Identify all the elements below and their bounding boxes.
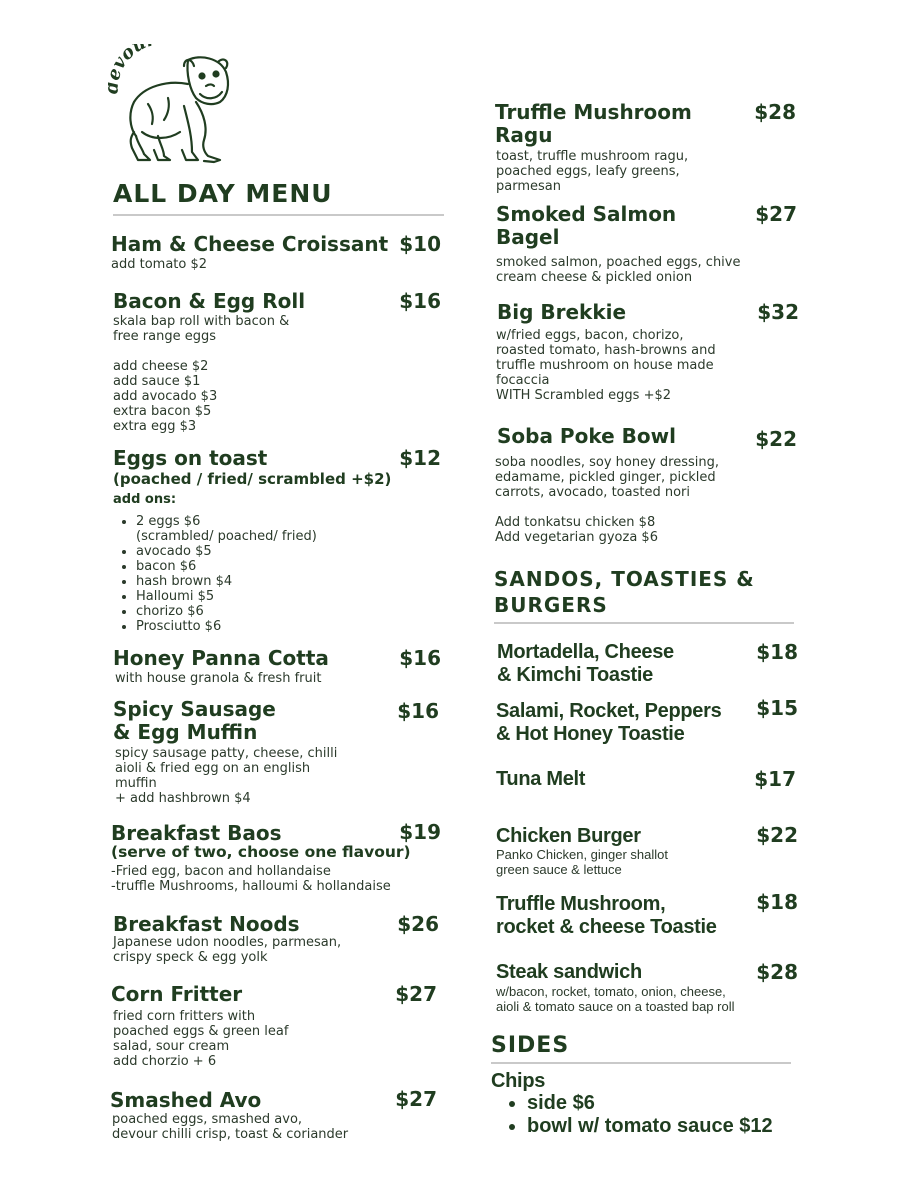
- item-description: Japanese udon noodles, parmesan, crispy speck & egg yolk: [113, 935, 342, 965]
- heading-divider: [113, 214, 444, 216]
- item-name: Steak sandwich: [496, 961, 642, 983]
- chips-label: Chips: [491, 1070, 546, 1092]
- sides-divider: [491, 1062, 791, 1064]
- item-price: $12: [399, 446, 441, 470]
- item-description: Panko Chicken, ginger shallot green sauce & lettuce: [496, 847, 668, 877]
- item-description: with house granola & fresh fruit: [115, 671, 322, 686]
- item-price: $16: [399, 289, 441, 313]
- item-name: Eggs on toast: [113, 446, 268, 470]
- item-description: smoked salmon, poached eggs, chive cream cheese & pickled onion: [496, 255, 741, 285]
- item-description: poached eggs, smashed avo, devour chilli crisp, toast & coriander: [112, 1112, 349, 1142]
- item-price: $32: [757, 300, 799, 324]
- list-item: • Prosciutto $6: [136, 619, 317, 634]
- list-item: • bacon $6: [136, 559, 317, 574]
- sandos-heading: SANDOS, TOASTIES & BURGERS: [494, 567, 755, 617]
- item-description: skala bap roll with bacon & free range eggs add cheese $2 add sauce $1 add avocado $3 extra bacon $5 extra egg $3: [113, 314, 290, 434]
- item-name: Big Brekkie: [497, 300, 627, 324]
- all-day-menu-heading: ALL DAY MENU: [113, 179, 333, 208]
- chips-options: [497, 1092, 773, 1138]
- item-name: Smashed Avo: [110, 1088, 262, 1112]
- list-item: • side $6: [527, 1092, 773, 1115]
- item-name: Spicy Sausage & Egg Muffin: [113, 697, 276, 744]
- item-price: $15: [756, 696, 798, 720]
- item-price: $18: [756, 640, 798, 664]
- item-price: $22: [756, 823, 798, 847]
- item-description: add tomato $2: [111, 257, 208, 272]
- item-name: Chicken Burger: [496, 825, 641, 847]
- item-price: $17: [754, 767, 796, 791]
- item-options: (serve of two, choose one flavour): [111, 843, 411, 861]
- logo-text: vou: [108, 44, 150, 73]
- item-price: $16: [397, 699, 439, 723]
- item-description: w/fried eggs, bacon, chorizo, roasted tomato, hash-browns and truffle mushroom on house made focaccia WITH Scrambled eggs +$2: [496, 328, 716, 403]
- item-description: soba noodles, soy honey dressing, edamame, pickled ginger, pickled carrots, avocado, toasted nori Add tonkatsu chicken $8 Add vegetarian gyoza $6: [495, 455, 720, 545]
- list-item: • 2 eggs $6 (scrambled/ poached/ fried): [136, 514, 317, 544]
- item-price: $26: [397, 912, 439, 936]
- item-description: w/bacon, rocket, tomato, onion, cheese, aioli & tomato sauce on a toasted bap roll: [496, 984, 735, 1014]
- item-options: (poached / fried/ scrambled +$2): [113, 470, 392, 488]
- devour-bulldog-logo: [108, 44, 238, 174]
- item-name: Smoked Salmon Bagel: [496, 202, 677, 249]
- list-item: • hash brown $4: [136, 574, 317, 589]
- add-ons-list: [112, 514, 317, 634]
- item-price: $10: [399, 232, 441, 256]
- item-name: Truffle Mushroom Ragu: [495, 100, 692, 147]
- list-item: • Halloumi $5: [136, 589, 317, 604]
- item-price: $16: [399, 646, 441, 670]
- item-description: toast, truffle mushroom ragu, poached eggs, leafy greens, parmesan: [496, 149, 689, 194]
- item-name: Truffle Mushroom, rocket & cheese Toastie: [496, 893, 717, 938]
- item-name: Soba Poke Bowl: [497, 424, 676, 448]
- item-name: Bacon & Egg Roll: [113, 289, 306, 313]
- sides-heading: SIDES: [491, 1033, 570, 1058]
- item-description: -Fried egg, bacon and hollandaise -truffle Mushrooms, halloumi & hollandaise: [111, 864, 391, 894]
- item-name: Corn Fritter: [111, 982, 243, 1006]
- item-price: $28: [754, 100, 796, 124]
- item-name: Mortadella, Cheese & Kimchi Toastie: [497, 641, 674, 686]
- item-name: Salami, Rocket, Peppers & Hot Honey Toastie: [496, 700, 722, 745]
- item-price: $22: [755, 427, 797, 451]
- item-description: spicy sausage patty, cheese, chilli aioli & fried egg on an english muffin + add hashbrown $4: [115, 746, 338, 806]
- list-item: • chorizo $6: [136, 604, 317, 619]
- item-price: $18: [756, 890, 798, 914]
- add-ons-label: add ons:: [113, 492, 177, 507]
- sandos-divider: [494, 622, 794, 624]
- item-name: Ham & Cheese Croissant: [111, 232, 389, 256]
- list-item: • bowl w/ tomato sauce $12: [527, 1115, 773, 1138]
- item-price: $28: [756, 960, 798, 984]
- item-name: Breakfast Noods: [113, 912, 300, 936]
- item-name: Breakfast Baos: [111, 821, 282, 845]
- item-name: Tuna Melt: [496, 768, 586, 790]
- item-price: $27: [755, 202, 797, 226]
- list-item: • avocado $5: [136, 544, 317, 559]
- item-price: $27: [395, 982, 437, 1006]
- item-price: $27: [395, 1087, 437, 1111]
- item-price: $19: [399, 820, 441, 844]
- item-description: fried corn fritters with poached eggs & green leaf salad, sour cream add chorzio + 6: [113, 1009, 289, 1069]
- item-name: Honey Panna Cotta: [113, 646, 329, 670]
